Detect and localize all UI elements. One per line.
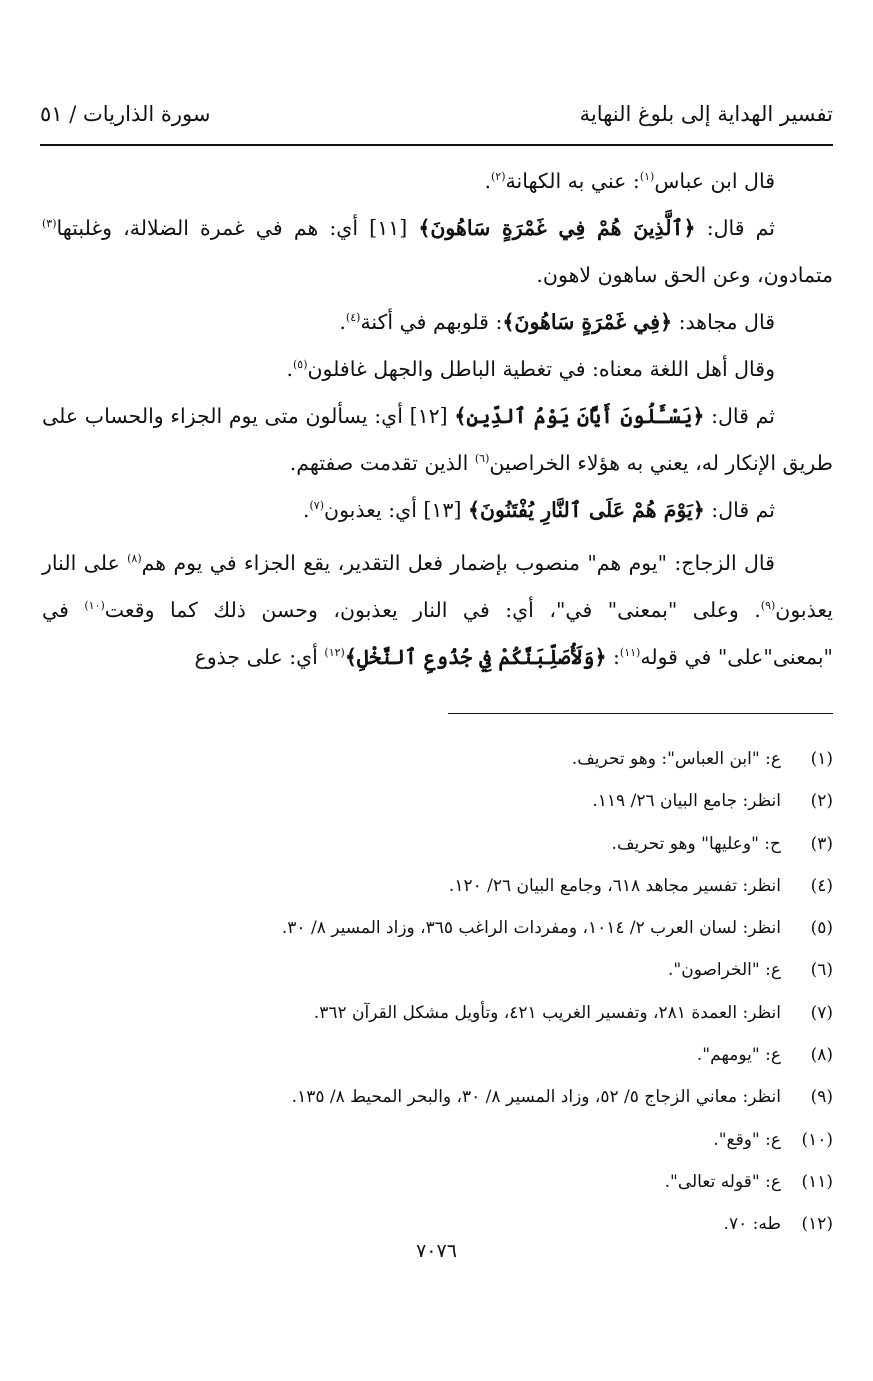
paragraph-verse-13: ثم قال: ﴿يَوْمَ هُمْ عَلَى ٱلنَّارِ يُفْتَنُونَ﴾ [١٣] أي: يعذبون$^{(٧)}$. [302, 498, 775, 522]
surah-reference: سورة الذاريات / ٥١ [40, 102, 211, 126]
footnote-ref: (٧) [309, 499, 325, 513]
main-text [42, 158, 833, 681]
footnote-item: (٥) انظر: لسان العرب ٢/ ١٠١٤، ومفردات الراغب ٣٦٥، وزاد المسير ٨/ ٣٠. [281, 918, 833, 939]
paragraph-verse-11: ثم قال: ﴿ٱلَّذِينَ هُمْ فِي غَمْرَةٍ سَاهُونَ﴾ [١١] أي: هم في غمرة الضلالة، وغلبتها$^{(٣)}$ متمادون، وعن الحق ساهون لاهون. [42, 216, 833, 287]
footnote-item: (٢) انظر: جامع البيان ٢٦/ ١١٩. [592, 791, 833, 812]
footnote-ref: (١٢) [324, 646, 345, 660]
footnote-ref: (٨) [127, 552, 142, 566]
footnote-item: (٧) انظر: العمدة ٢٨١، وتفسير الغريب ٤٢١، وتأويل مشكل القرآن ٣٦٢. [313, 1002, 833, 1023]
paragraph-mujahid: قال مجاهد: ﴿فِي غَمْرَةٍ سَاهُونَ﴾: قلوبهم في أكنة$^{(٤)}$. [339, 310, 775, 334]
header-divider [40, 144, 833, 146]
quran-verse: ﴿يَوْمَ هُمْ عَلَى ٱلنَّارِ يُفْتَنُونَ﴾ [467, 498, 705, 522]
quran-verse: ﴿ٱلَّذِينَ هُمْ فِي غَمْرَةٍ سَاهُونَ﴾ [418, 216, 696, 240]
footnote-item: (٣) ح: "وعليها" وهو تحريف. [611, 833, 833, 854]
footnote-ref: (٩) [760, 599, 776, 613]
paragraph-zajjaj: قال الزجاج: "يوم هم" منصوب بإضمار فعل التقدير، يقع الجزاء في يوم هم$^{(٨)}$ على النار يعذبون$^{(٩)}$. وعلى "بمعنى" في"، أي: في النار يعذبون، وحسن ذلك كما وقعت$^{(١٠)}$ في "بمعنى"على" في قوله$^{(١١)}$: ﴿وَلَأُصَلِّبَنَّكُمْ فِي جُذُوعِ ٱلنَّخْلِ﴾$^{(١٢)}$ أي: على جذوع [42, 551, 833, 669]
footnote-item: (٩) انظر: معاني الزجاج ٥/ ٥٢، وزاد المسير ٨/ ٣٠، والبحر المحيط ٨/ ١٣٥. [291, 1087, 833, 1108]
footnote-ref: (١٠) [84, 599, 105, 613]
footnote-item: (١١) ع: "قوله تعالى". [664, 1171, 833, 1192]
running-header [40, 96, 833, 132]
footnote-item: (١٢) طه: ٧٠. [723, 1214, 833, 1235]
footnote-ref: (٥) [292, 358, 308, 372]
page-number: ٧٠٧٦ [416, 1240, 457, 1262]
footnote-item: (١٠) ع: "وقع". [713, 1129, 833, 1150]
quran-verse: ﴿وَلَأُصَلِّبَنَّكُمْ فِي جُذُوعِ ٱلنَّخْلِ﴾ [344, 645, 607, 669]
footnote-ref: (٢) [490, 170, 506, 184]
paragraph-verse-12: ثم قال: ﴿يَسْـَٔلُونَ أَيَّانَ يَوْمُ ٱلدِّينِ﴾ [١٢] أي: يسألون متى يوم الجزاء والحساب على طريق الإنكار له، يعني به هؤلاء الخراصين$^{(٦)}$ الذين تقدمت صفتهم. [42, 404, 833, 475]
paragraph-ahl-allugha: وقال أهل اللغة معناه: في تغطية الباطل والجهل غافلون$^{(٥)}$. [286, 357, 775, 381]
footnote-item: (٨) ع: "يومهم". [696, 1045, 833, 1066]
paragraph-ibn-abbas: قال ابن عباس$^{(١)}$: عني به الكهانة$^{(٢)}$. [484, 169, 775, 193]
footnote-ref: (١) [639, 170, 655, 184]
footnote-ref: (٦) [474, 452, 490, 466]
footnote-ref: (١١) [619, 646, 641, 660]
footnote-divider [448, 713, 833, 714]
footnote-item: (٦) ع: "الخراصون". [668, 960, 833, 981]
footnote-ref: (٤) [345, 311, 361, 325]
quran-verse: ﴿يَسْـَٔلُونَ أَيَّانَ يَوْمُ ٱلدِّينِ﴾ [454, 404, 705, 428]
quran-verse: ﴿فِي غَمْرَةٍ سَاهُونَ﴾ [502, 310, 673, 334]
footnotes [40, 738, 833, 1246]
footnote-ref: (٣) [42, 217, 57, 231]
book-title: تفسير الهداية إلى بلوغ النهاية [579, 102, 833, 126]
footnote-item: (١) ع: "ابن العباس": وهو تحريف. [571, 749, 833, 769]
footnote-item: (٤) انظر: تفسير مجاهد ٦١٨، وجامع البيان ٢٦/ ١٢٠. [448, 875, 833, 896]
